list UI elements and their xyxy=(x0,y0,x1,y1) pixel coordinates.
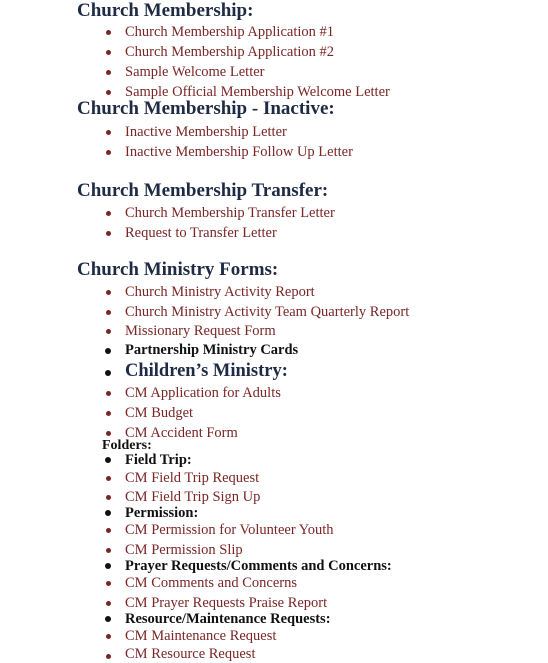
bullet-icon xyxy=(106,310,111,315)
bullet-icon xyxy=(106,495,111,500)
list-item[interactable]: Church Membership Application #1 xyxy=(125,24,335,40)
bullet-icon xyxy=(105,348,111,354)
list-item[interactable]: Sample Welcome Letter xyxy=(125,64,265,80)
list-item[interactable]: CM Field Trip Request xyxy=(125,470,260,486)
bullet-icon xyxy=(106,476,111,481)
list-item[interactable]: Sample Official Membership Welcome Letter xyxy=(125,84,390,100)
bullet-icon xyxy=(105,563,111,569)
list-item[interactable]: CM Prayer Requests Praise Report xyxy=(125,595,328,611)
bullet-icon xyxy=(106,431,111,436)
list-item[interactable]: CM Permission Slip xyxy=(125,542,243,558)
heading-church-ministry-forms: Church Ministry Forms: xyxy=(77,259,279,280)
bullet-icon xyxy=(106,290,111,295)
heading-childrens-ministry: Children’s Ministry: xyxy=(125,361,288,381)
bullet-icon xyxy=(106,634,111,639)
permission-label: Permission: xyxy=(125,505,199,521)
heading-church-membership: Church Membership: xyxy=(77,0,254,21)
list-item[interactable]: CM Maintenance Request xyxy=(125,628,277,644)
heading-church-membership-transfer: Church Membership Transfer: xyxy=(77,180,329,201)
list-item[interactable]: Church Membership Application #2 xyxy=(125,44,335,60)
bullet-icon xyxy=(106,654,111,659)
list-item[interactable]: Church Membership Transfer Letter xyxy=(125,205,335,221)
field-trip-label: Field Trip: xyxy=(125,452,192,468)
bullet-icon xyxy=(106,50,111,55)
bullet-icon xyxy=(106,548,111,553)
bullet-icon xyxy=(106,150,111,155)
bullet-icon xyxy=(106,30,111,35)
list-item[interactable]: CM Budget xyxy=(125,405,194,421)
bullet-icon xyxy=(105,370,111,376)
bullet-icon xyxy=(106,581,111,586)
heading-church-membership-inactive: Church Membership - Inactive: xyxy=(77,98,335,119)
bullet-icon xyxy=(106,231,111,236)
resource-maintenance-label: Resource/Maintenance Requests: xyxy=(125,611,331,627)
list-item[interactable]: CM Resource Request xyxy=(125,646,256,662)
prayer-requests-label: Prayer Requests/Comments and Concerns: xyxy=(125,558,392,574)
list-item[interactable]: Request to Transfer Letter xyxy=(125,225,277,241)
bullet-icon xyxy=(105,457,111,463)
bullet-icon xyxy=(106,70,111,75)
list-item[interactable]: CM Field Trip Sign Up xyxy=(125,489,261,505)
list-item[interactable]: CM Accident Form xyxy=(125,425,238,441)
bullet-icon xyxy=(105,616,111,622)
list-item[interactable]: Missionary Request Form xyxy=(125,323,276,339)
list-item[interactable]: Inactive Membership Letter xyxy=(125,124,287,140)
list-item[interactable]: Inactive Membership Follow Up Letter xyxy=(125,144,353,160)
bullet-icon xyxy=(106,391,111,396)
folders-label: Folders: xyxy=(102,438,152,453)
list-item[interactable]: Church Ministry Activity Team Quarterly Report xyxy=(125,304,410,320)
bullet-icon xyxy=(106,528,111,533)
bullet-icon xyxy=(106,411,111,416)
list-item[interactable]: Church Ministry Activity Report xyxy=(125,284,315,300)
bullet-icon xyxy=(106,90,111,95)
bullet-icon xyxy=(106,211,111,216)
list-item[interactable]: CM Comments and Concerns xyxy=(125,575,297,591)
list-item[interactable]: CM Permission for Volunteer Youth xyxy=(125,522,334,538)
bullet-icon xyxy=(106,130,111,135)
bullet-icon xyxy=(106,329,111,334)
bullet-icon xyxy=(106,601,111,606)
list-item[interactable]: CM Application for Adults xyxy=(125,385,281,401)
partnership-ministry-cards[interactable]: Partnership Ministry Cards xyxy=(125,342,299,358)
bullet-icon xyxy=(105,510,111,516)
